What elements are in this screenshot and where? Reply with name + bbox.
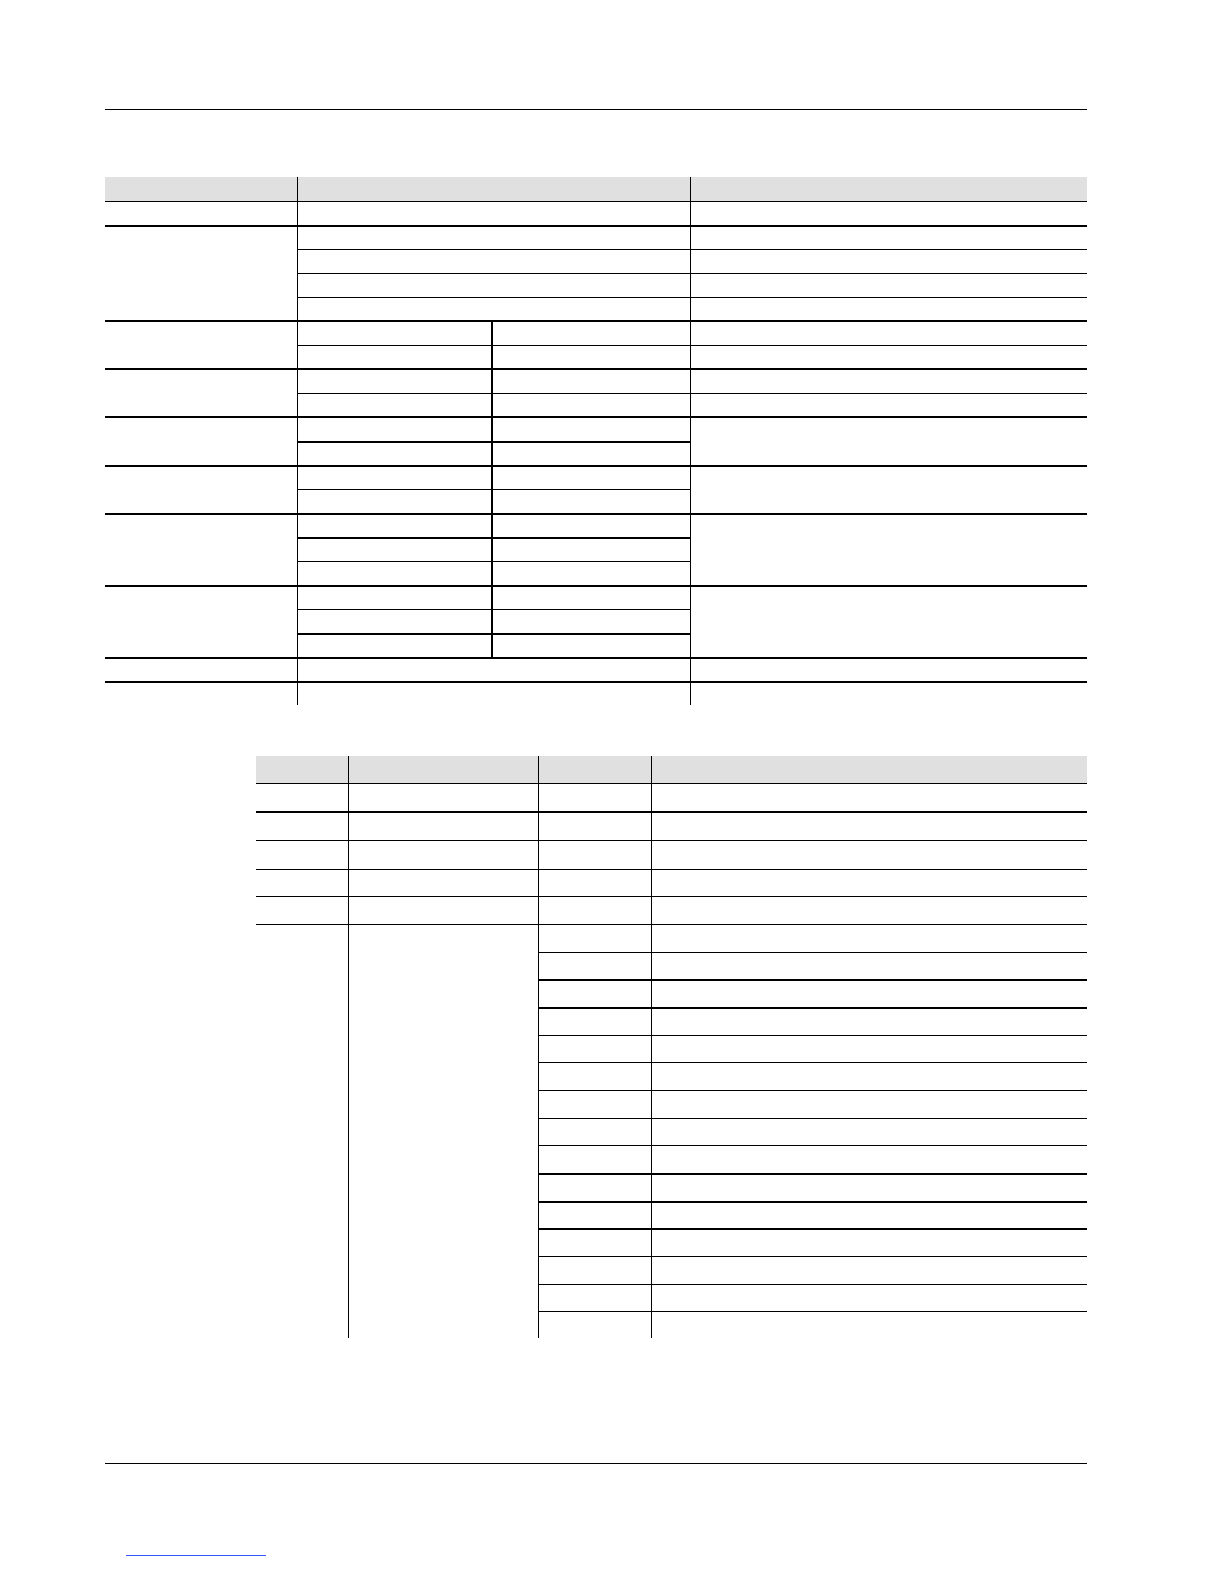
table-1-row-line	[105, 513, 1087, 515]
table-2-row-line	[539, 1007, 1087, 1009]
table-2-row-line	[256, 811, 1087, 813]
header-rule	[105, 109, 1087, 110]
table-1-row-line	[105, 416, 1087, 418]
table-2-row-line	[539, 1284, 1087, 1285]
table-2-row-line	[539, 1201, 1087, 1203]
table-2-row-line	[539, 979, 1087, 981]
table-1-row-line	[298, 345, 1087, 346]
table-1-row-line	[105, 201, 1087, 202]
table-2-row-line	[539, 1090, 1087, 1091]
table-1-row-line	[298, 393, 1087, 394]
table-2-row-line	[539, 1118, 1087, 1119]
table-1-row-line	[105, 681, 1087, 683]
table-2-row-line	[539, 1062, 1087, 1063]
table-2-row-line	[539, 952, 1087, 953]
table-2-header	[256, 756, 1087, 783]
table-1-header	[105, 177, 1087, 201]
table-2-row-line	[539, 1256, 1087, 1257]
table-2-row-line	[539, 1145, 1087, 1146]
table-1-row-line	[298, 249, 1087, 250]
table-2-row-line	[539, 1228, 1087, 1230]
table-1-row-line	[105, 657, 1087, 659]
table-2-row-line	[256, 869, 1087, 870]
table-2-col-divider	[538, 756, 539, 1338]
table-1-row-line	[105, 465, 1087, 467]
table-1-row-line	[298, 561, 691, 562]
table-1-row-line	[298, 297, 1087, 298]
table-1-row-line	[298, 609, 691, 610]
table-1-row-line	[298, 489, 691, 490]
table-1-row-line	[105, 368, 1087, 370]
table-1-row-line	[105, 320, 1087, 322]
table-2-row-line	[539, 1173, 1087, 1175]
table-2-col-divider	[651, 756, 652, 1338]
table-1-row-line	[105, 585, 1087, 587]
table-2-row-line	[256, 896, 1087, 897]
table-2-row-line	[256, 840, 1087, 841]
footer-link-underline[interactable]	[126, 1555, 266, 1556]
table-1-row-line	[105, 225, 1087, 227]
table-1-row-line	[298, 633, 691, 635]
table-2-col-divider	[348, 756, 349, 1338]
table-1-row-line	[298, 537, 691, 539]
footer-rule	[105, 1463, 1087, 1464]
table-2-row-line	[539, 1311, 1087, 1312]
table-2-row-line	[256, 783, 1087, 784]
table-1-row-line	[298, 441, 691, 443]
table-2-row-line	[539, 1035, 1087, 1036]
table-2-row-line	[256, 924, 1087, 925]
table-1-row-line	[298, 273, 1087, 274]
